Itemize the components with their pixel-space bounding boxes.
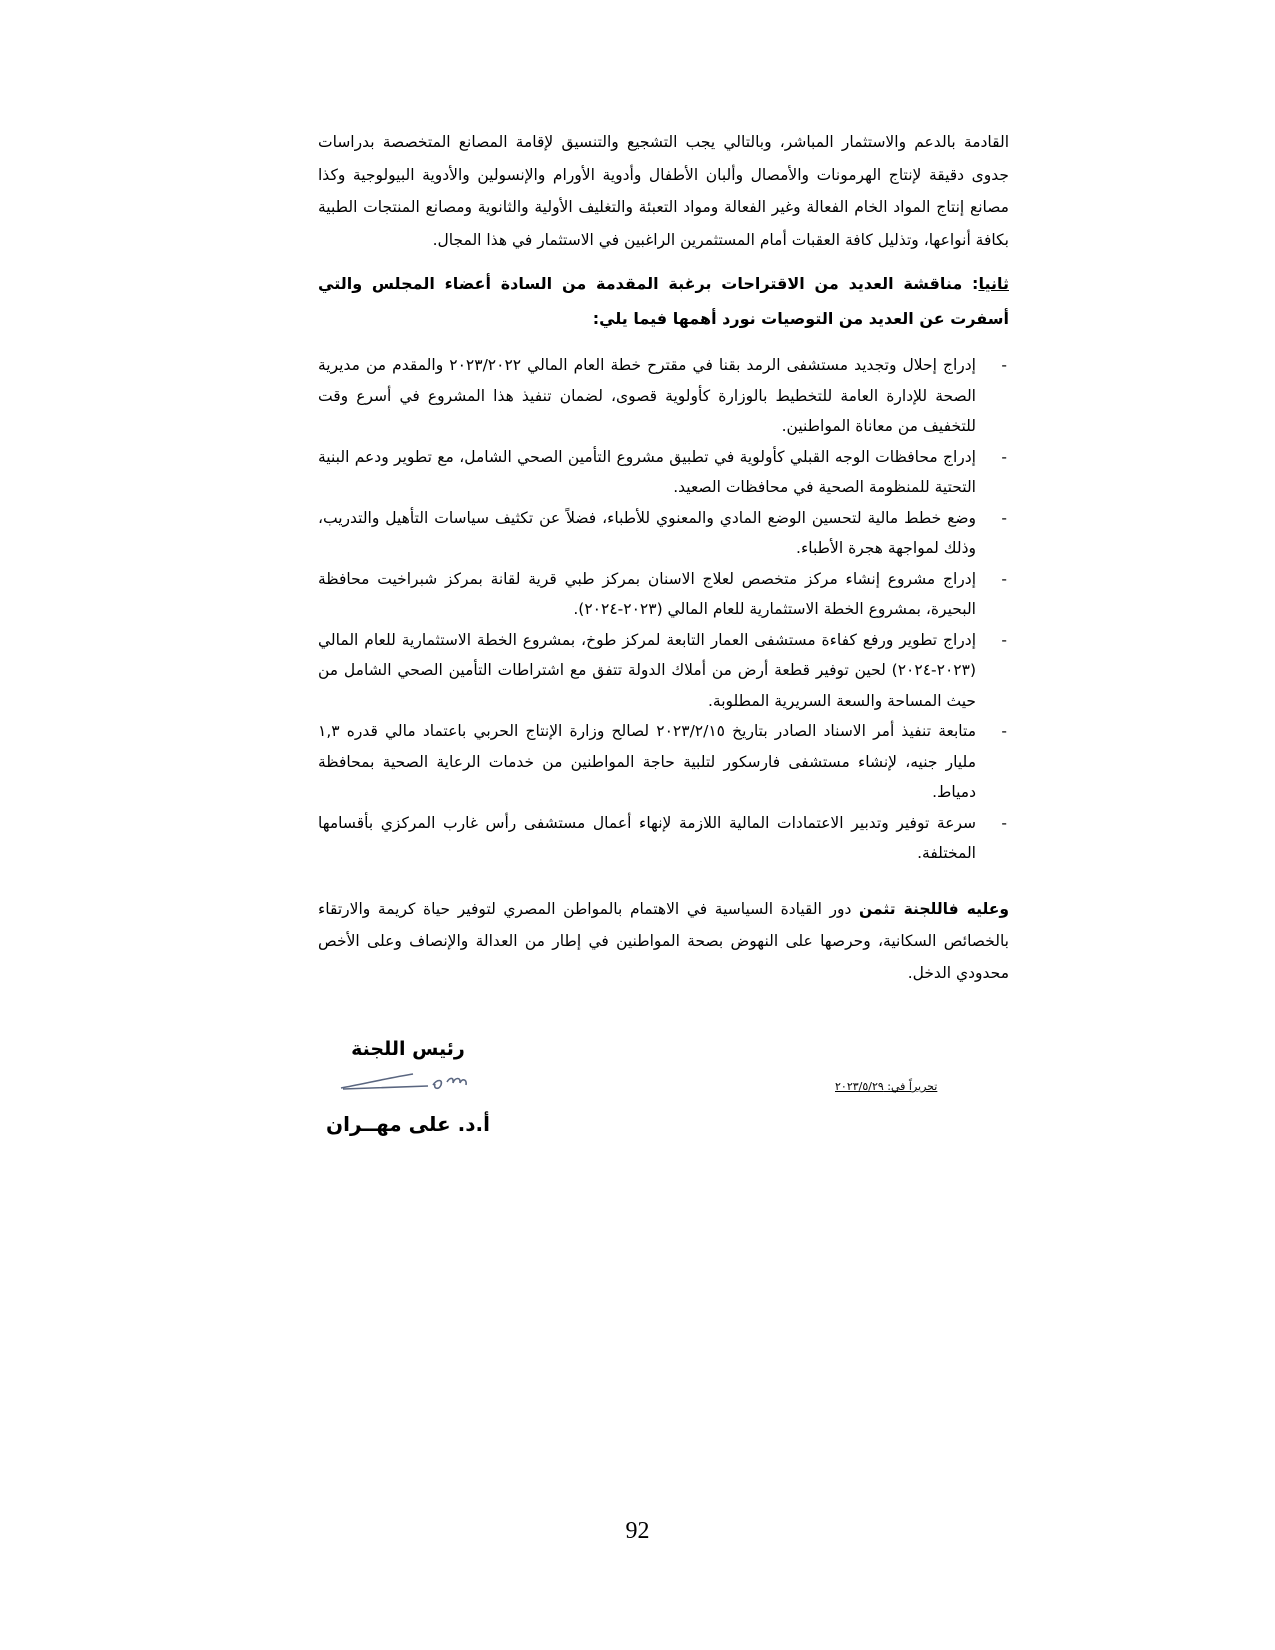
bullet-dash: - [1001, 569, 1007, 588]
section-heading-lead: ثانيا [978, 274, 1009, 293]
intro-paragraph: القادمة بالدعم والاستثمار المباشر، وبالتالي يجب التشجيع والتنسيق لإقامة المصانع المتخصصة بدراسات جدوى دقيقة لإنتاج الهرمونات والأمصال وألبان الأطفال وأدوية الأورام والإنسولين والأدوية البيولوجية وكذا مصانع إنتاج المواد الخام الفعالة وغير الفعالة ومواد التعبئة والتغليف الأولية والثانوية ومصانع المنتجات الطبية بكافة أنواعها، وتذليل كافة العقبات أمام المستثمرين الراغبين في الاستثمار في هذا المجال. [318, 133, 1009, 249]
conclusion-text: دور القيادة السياسية في الاهتمام بالمواطن المصري لتوفير حياة كريمة والارتقاء بالخصائص السكانية، وحرصها على النهوض بصحة المواطنين في إطار من العدالة والإنصاف وعلى الأخص محدودي الدخل. [318, 899, 1009, 982]
list-item-text: إدراج مشروع إنشاء مركز متخصص لعلاج الاسنان بمركز طبي قرية لقانة بمركز شبراخيت محافظة البحيرة، بمشروع الخطة الاستثمارية للعام المالي (٢٠٢٣-٢٠٢٤). [318, 569, 976, 618]
list-item [318, 625, 1009, 717]
bullet-dash: - [1001, 722, 1007, 740]
bullet-dash: - [1001, 447, 1007, 466]
signature-title: رئيس اللجنة [351, 1038, 465, 1060]
bullet-dash: - [1001, 630, 1007, 649]
list-item [318, 350, 1009, 442]
list-item-text: متابعة تنفيذ أمر الاسناد الصادر بتاريخ ٢٠٢٣/٢/١٥ لصالح وزارة الإنتاج الحربي باعتماد مالي قدره ١,٣ مليار جنيه، لإنشاء مستشفى فارسكور لتلبية حاجة المواطنين من خدمات الرعاية الصحية بمحافظة دمياط. [318, 722, 976, 801]
list-item [318, 442, 1009, 503]
date-written: تحريراً في: ٢٠٢٣/٥/٢٩ [835, 1080, 938, 1093]
bullet-dash: - [1001, 356, 1007, 374]
list-item-text: سرعة توفير وتدبير الاعتمادات المالية اللازمة لإنهاء أعمال مستشفى رأس غارب المركزي بأقسامها المختلفة. [318, 813, 976, 862]
signature-block [318, 1038, 498, 1136]
document-body [318, 126, 1009, 989]
page-number: 92 [625, 1518, 650, 1544]
list-item-text: إدراج محافظات الوجه القبلي كأولوية في تطبيق مشروع التأمين الصحي الشامل، مع تطوير ودعم البنية التحتية للمنظومة الصحية في محافظات الصعيد. [318, 447, 976, 496]
list-item [318, 503, 1009, 564]
section-heading-text: : مناقشة العديد من الاقتراحات برغبة المقدمة من السادة أعضاء المجلس والتي أسفرت عن العديد من التوصيات نورد أهمها فيما يلي: [318, 274, 1009, 328]
bullet-dash: - [1001, 508, 1007, 527]
conclusion-paragraph [318, 893, 1009, 989]
list-item [318, 716, 1009, 808]
list-item-text: إدراج إحلال وتجديد مستشفى الرمد بقنا في مقترح خطة العام المالي ٢٠٢٣/٢٠٢٢ والمقدم من مديرية الصحة للإدارة العامة للتخطيط بالوزارة كأولوية قصوى، لضمان تنفيذ هذا المشروع في أسرع وقت للتخفيف من معاناة المواطنين. [318, 356, 976, 435]
bullet-dash: - [1001, 813, 1007, 832]
handwritten-signature-icon [333, 1068, 483, 1094]
section-heading [318, 266, 1009, 336]
recommendations-list [318, 350, 1009, 869]
signature-name: أ.د. على مهــران [326, 1112, 490, 1136]
list-item-text: وضع خطط مالية لتحسين الوضع المادي والمعنوي للأطباء، فضلاً عن تكثيف سياسات التأهيل والتدريب، وذلك لمواجهة هجرة الأطباء. [318, 508, 976, 557]
conclusion-lead: وعليه فاللجنة تثمن [859, 899, 1009, 918]
list-item-text: إدراج تطوير ورفع كفاءة مستشفى العمار التابعة لمركز طوخ، بمشروع الخطة الاستثمارية للعام المالي (٢٠٢٣-٢٠٢٤) لحين توفير قطعة أرض من أملاك الدولة تتفق مع اشتراطات التأمين الصحي الشامل من حيث المساحة والسعة السريرية المطلوبة. [318, 630, 976, 710]
list-item [318, 808, 1009, 869]
list-item [318, 564, 1009, 625]
